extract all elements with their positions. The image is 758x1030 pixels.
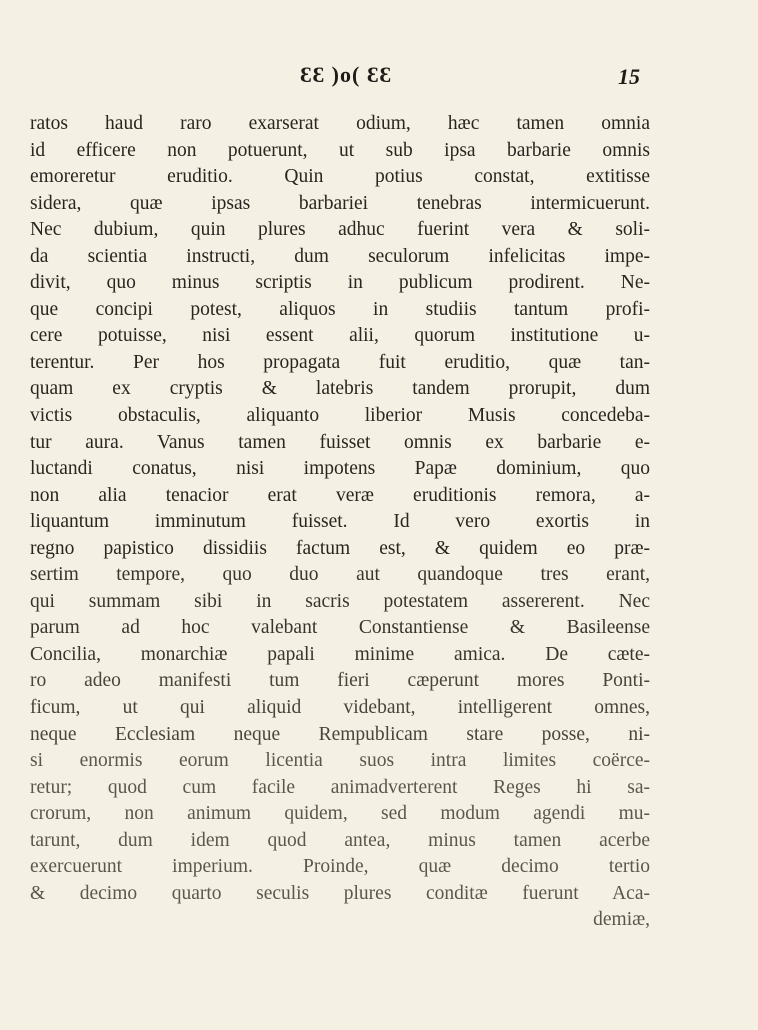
text-line: crorum, non animum quidem, sed modum agendi mu- [30, 803, 650, 825]
text-line: quam ex cryptis & latebris tandem prorupit, dum [30, 378, 650, 400]
text-line: id efficere non potuerunt, ut sub ipsa barbarie omnis [30, 139, 650, 161]
text-line: sidera, quæ ipsas barbariei tenebras intermicuerunt. [30, 192, 650, 214]
text-line: tarunt, dum idem quod antea, minus tamen acerbe [30, 829, 650, 851]
text-line: sertim tempore, quo duo aut quandoque tres erant, [30, 564, 650, 586]
text-line: liquantum imminutum fuisset. Id vero exortis in [30, 511, 650, 533]
text-line: retur; quod cum facile animadverterent Reges hi sa- [30, 776, 650, 798]
text-line: qui summam sibi in sacris potestatem assererent. Nec [30, 590, 650, 612]
text-line: non alia tenacior erat veræ eruditionis remora, a- [30, 484, 650, 506]
text-line: exercuerunt imperium. Proinde, quæ decimo tertio [30, 856, 650, 878]
text-line: divit, quo minus scriptis in publicum prodirent. Ne- [30, 272, 650, 294]
text-line: & decimo quarto seculis plures conditæ fuerunt Aca- [30, 882, 650, 904]
text-line: ratos haud raro exarserat odium, hæc tamen omnia [30, 113, 650, 134]
text-line: victis obstaculis, aliquanto liberior Musis concedeba- [30, 405, 650, 427]
text-line: Concilia, monarchiæ papali minime amica. De cæte- [30, 643, 650, 665]
text-line: ficum, ut qui aliquid videbant, intelligerent omnes, [30, 697, 650, 719]
text-line: Nec dubium, quin plures adhuc fuerint vera & soli- [30, 219, 650, 241]
text-line: que concipi potest, aliquos in studiis tantum profi- [30, 298, 650, 320]
text-line: cere potuisse, nisi essent alii, quorum institutione u- [30, 325, 650, 347]
text-line: neque Ecclesiam neque Rempublicam stare posse, ni- [30, 723, 650, 745]
text-line: si enormis eorum licentia suos intra limites coërce- [30, 750, 650, 772]
text-line: terentur. Per hos propagata fuit eruditio, quæ tan- [30, 351, 650, 373]
page-number: 15 [618, 64, 640, 89]
text-line: da scientia instructi, dum seculorum infelicitas impe- [30, 245, 650, 267]
body-text [30, 111, 650, 934]
header-ornament: ƐƐ )o( ƐƐ [299, 62, 393, 87]
page-header [0, 62, 758, 102]
text-line: luctandi conatus, nisi impotens Papæ dominium, quo [30, 458, 650, 480]
text-line: regno papistico dissidiis factum est, & quidem eo præ- [30, 537, 650, 559]
text-line: ro adeo manifesti tum fieri cæperunt mores Ponti- [30, 670, 650, 692]
text-line: emoreretur eruditio. Quin potius constat, extitisse [30, 166, 650, 188]
text-line: demiæ, [593, 909, 650, 931]
text-line: tur aura. Vanus tamen fuisset omnis ex barbarie e- [30, 431, 650, 453]
text-line: parum ad hoc valebant Constantiense & Basileense [30, 617, 650, 639]
